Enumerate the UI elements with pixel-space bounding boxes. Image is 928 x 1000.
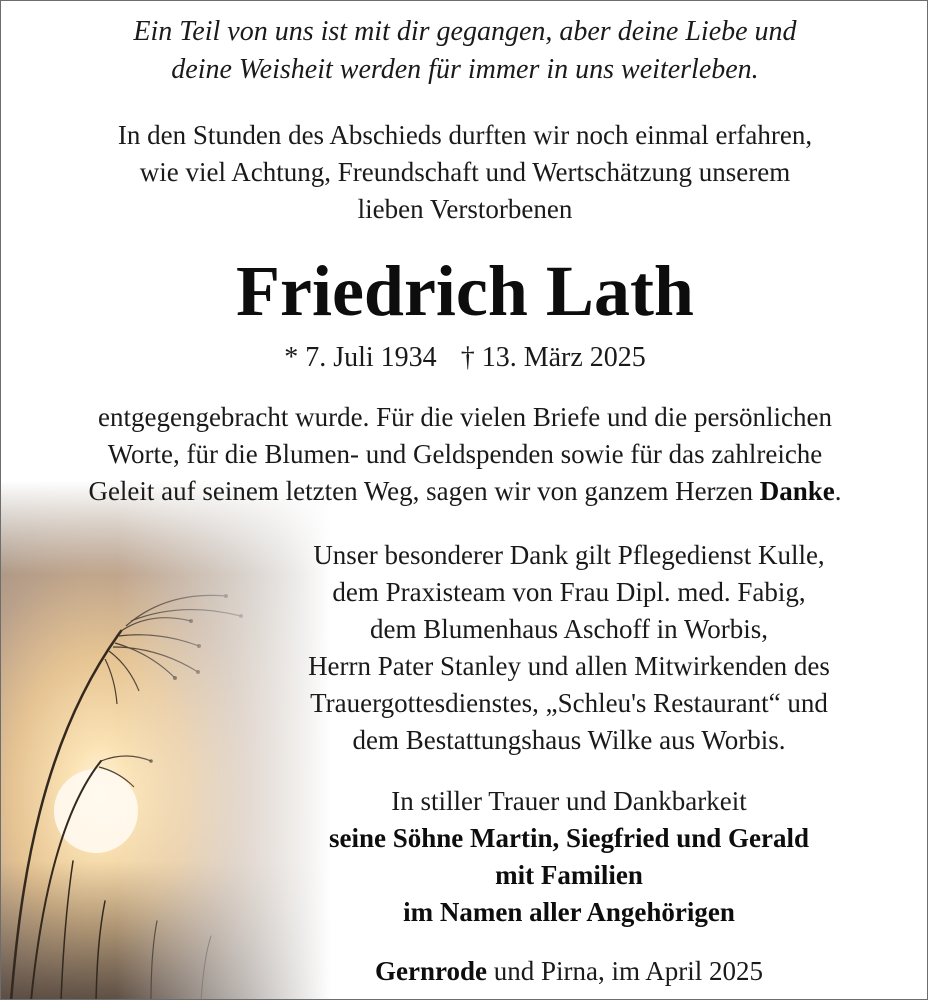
thanks-paragraph bbox=[1, 399, 928, 510]
intro-line: In den Stunden des Abschieds durften wir noch einmal erfahren, bbox=[117, 120, 813, 150]
place-date-line bbox=[269, 953, 869, 990]
body-line-text: Geleit auf seinem letzten Weg, sagen wir von ganzem Herzen bbox=[88, 476, 760, 506]
special-thanks bbox=[269, 537, 869, 759]
special-thanks-line: Herrn Pater Stanley und allen Mitwirkenden des bbox=[308, 651, 830, 681]
place-name: Gernrode bbox=[375, 956, 487, 986]
special-thanks-line: Trauergottesdienstes, „Schleu's Restaurant“ und bbox=[310, 688, 828, 718]
memorial-quote bbox=[1, 13, 928, 89]
special-thanks-line: dem Bestattungshaus Wilke aus Worbis. bbox=[352, 725, 786, 755]
intro-line: lieben Verstorbenen bbox=[357, 194, 573, 224]
danke-emphasis: Danke bbox=[759, 476, 835, 506]
mourners-names: seine Söhne Martin, Siegfried und Gerald bbox=[328, 823, 809, 853]
mourners-relatives: im Namen aller Angehörigen bbox=[403, 897, 735, 927]
body-line: entgegengebracht wurde. Für die vielen Briefe und die persönlichen bbox=[98, 402, 832, 432]
place-and-date bbox=[269, 953, 869, 990]
body-line bbox=[1, 473, 928, 510]
birth-date: * 7. Juli 1934 bbox=[284, 342, 437, 373]
place-date-rest: und Pirna, im April 2025 bbox=[486, 956, 763, 986]
intro-paragraph bbox=[1, 117, 928, 228]
body-line: Worte, für die Blumen- und Geldspenden sowie für das zahlreiche bbox=[107, 439, 823, 469]
special-thanks-line: dem Praxisteam von Frau Dipl. med. Fabig, bbox=[332, 577, 806, 607]
mourners-signature bbox=[269, 783, 869, 931]
closing-line: In stiller Trauer und Dankbarkeit bbox=[391, 786, 747, 816]
life-dates bbox=[1, 339, 928, 376]
deceased-name: Friedrich Lath bbox=[236, 251, 694, 331]
death-date: † 13. März 2025 bbox=[460, 342, 646, 373]
special-thanks-line: Unser besonderer Dank gilt Pflegedienst Kulle, bbox=[313, 540, 825, 570]
intro-line: wie viel Achtung, Freundschaft und Wertschätzung unserem bbox=[139, 157, 791, 187]
quote-line: deine Weisheit werden für immer in uns weiterleben. bbox=[171, 54, 759, 85]
mourners-families: mit Familien bbox=[495, 860, 643, 890]
quote-line: Ein Teil von uns ist mit dir gegangen, aber deine Liebe und bbox=[133, 16, 797, 47]
special-thanks-line: dem Blumenhaus Aschoff in Worbis, bbox=[369, 614, 769, 644]
body-line-end: . bbox=[834, 476, 842, 506]
